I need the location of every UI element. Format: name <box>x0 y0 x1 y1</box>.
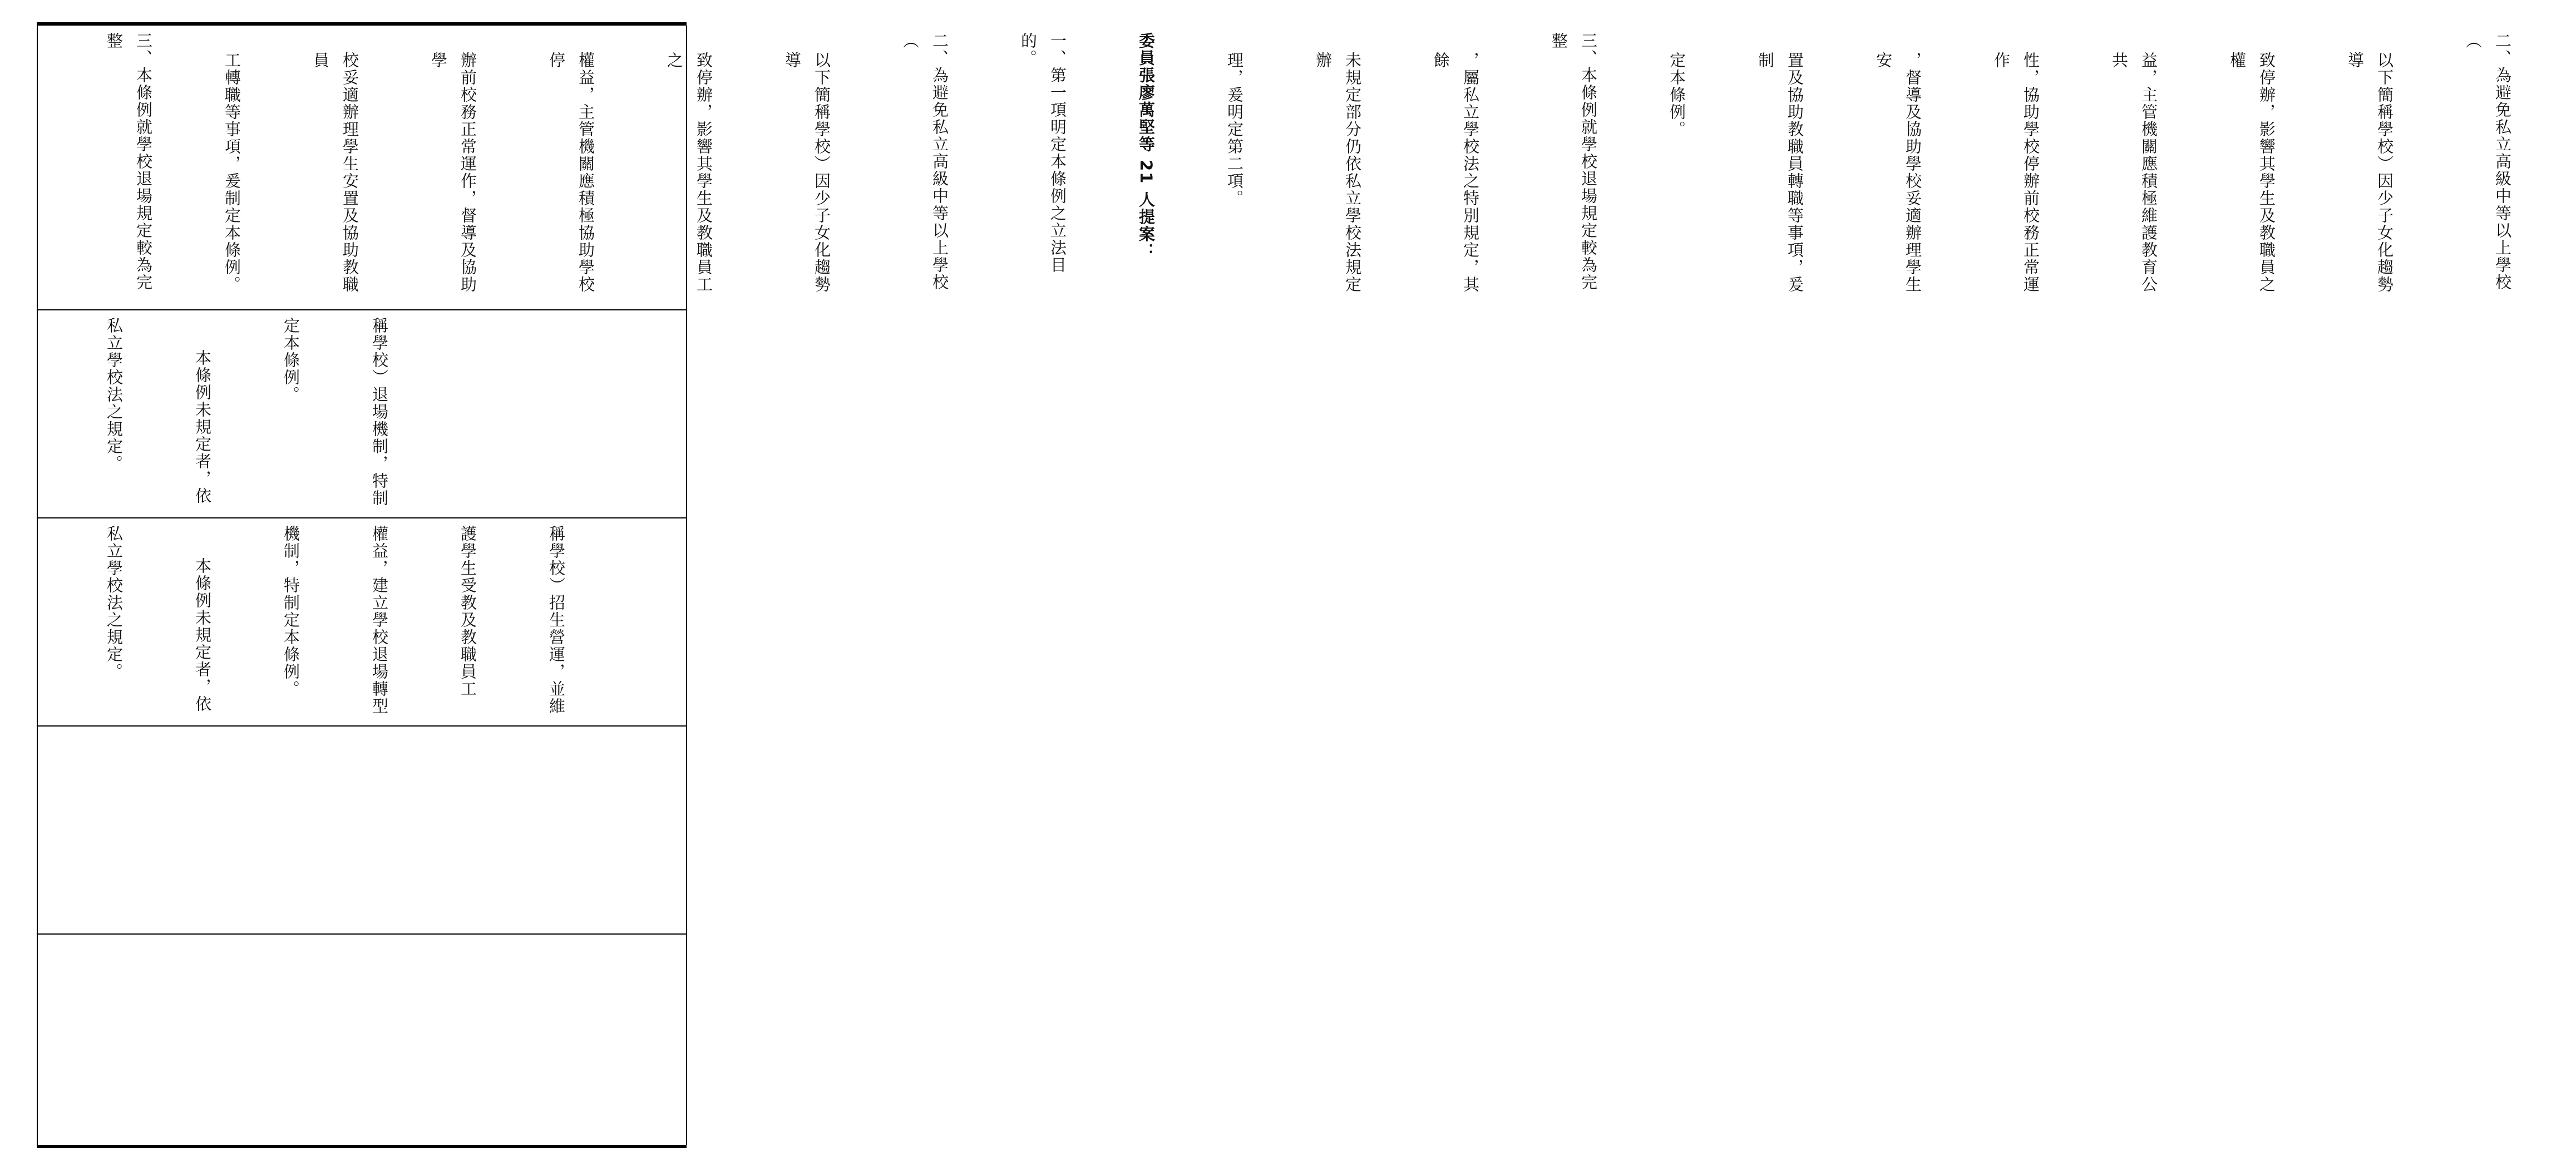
explanation-text <box>40 32 2576 305</box>
row-divider-4 <box>37 933 687 935</box>
text-line: 致停辦，影響其學生及教職員之權 <box>2228 51 2276 293</box>
text-line: 護學生受教及教職員工 <box>458 525 477 698</box>
text-line: 置及協助教職員轉職等事項，爰制 <box>1756 51 1804 293</box>
text-line: 定本條例。 <box>282 317 300 403</box>
draft-text-cell <box>40 525 685 721</box>
text-line: 致停辦，影響其學生及教職員工之 <box>665 51 713 293</box>
text-line: 未規定部分仍依私立學校法規定辦 <box>1314 51 1362 293</box>
text-line: 工轉職等事項，爰制定本條例。 <box>223 51 241 293</box>
bottom-rule <box>37 1145 687 1148</box>
text-line: 校妥適辦理學生安置及協助教職員 <box>311 51 359 293</box>
text-line: 本條例未規定者，依 <box>193 557 212 713</box>
proposal-heading: 委員張廖萬堅等 21 人提案： <box>1137 32 1156 260</box>
text-line: 以下簡稱學校）因少子女化趨勢導 <box>783 51 831 293</box>
draft-text <box>40 525 630 721</box>
text-line: 權益，建立學校退場轉型 <box>370 525 389 715</box>
table-left-border <box>37 26 38 1145</box>
proposal-text <box>40 317 453 513</box>
text-line: ，督導及協助學校妥適辦理學生安 <box>1874 51 1922 293</box>
empty-cell <box>40 941 685 1137</box>
text-line: 理，爰明定第二項。 <box>1225 51 1244 207</box>
text-line: 稱學校）招生營運，並維 <box>547 525 566 715</box>
row-divider-3 <box>37 725 687 727</box>
text-line: 私立學校法之規定。 <box>105 317 124 472</box>
explanation-cell <box>40 32 2512 305</box>
text-line: 二、為避免私立高級中等以上學校（ <box>2464 32 2512 291</box>
text-line: 三、本條例就學校退場規定較為完整 <box>105 32 153 291</box>
text-line: 權益，主管機關應積極協助學校停 <box>547 51 595 293</box>
text-line: 以下簡稱學校）因少子女化趨勢導 <box>2346 51 2394 293</box>
text-line: 本條例未規定者，依 <box>193 349 212 505</box>
row-divider-2 <box>37 517 687 518</box>
text-line: 益，主管機關應積極維護教育公共 <box>2110 51 2158 293</box>
text-line: 稱學校）退場機制，特制 <box>370 317 389 507</box>
empty-cell <box>40 733 685 929</box>
text-line: 定本條例。 <box>1667 51 1686 138</box>
text-line: 性，協助學校停辦前校務正常運作 <box>1992 51 2040 293</box>
text-line: 二、為避免私立高級中等以上學校（ <box>901 32 949 291</box>
text-line: ，屬私立學校法之特別規定，其餘 <box>1432 51 1480 293</box>
proposal-text-cell <box>40 317 685 513</box>
top-rule <box>37 22 687 26</box>
text-line: 三、本條例就學校退場規定較為完整 <box>1549 32 1598 291</box>
row-divider-1 <box>37 309 687 310</box>
text-line: 一、第一項明定本條例之立法目的。 <box>1019 32 1067 274</box>
text-line: 辦前校務正常運作，督導及協助學 <box>429 51 477 293</box>
text-line: 機制，特制定本條例。 <box>282 525 300 698</box>
text-line: 私立學校法之規定。 <box>105 525 124 680</box>
